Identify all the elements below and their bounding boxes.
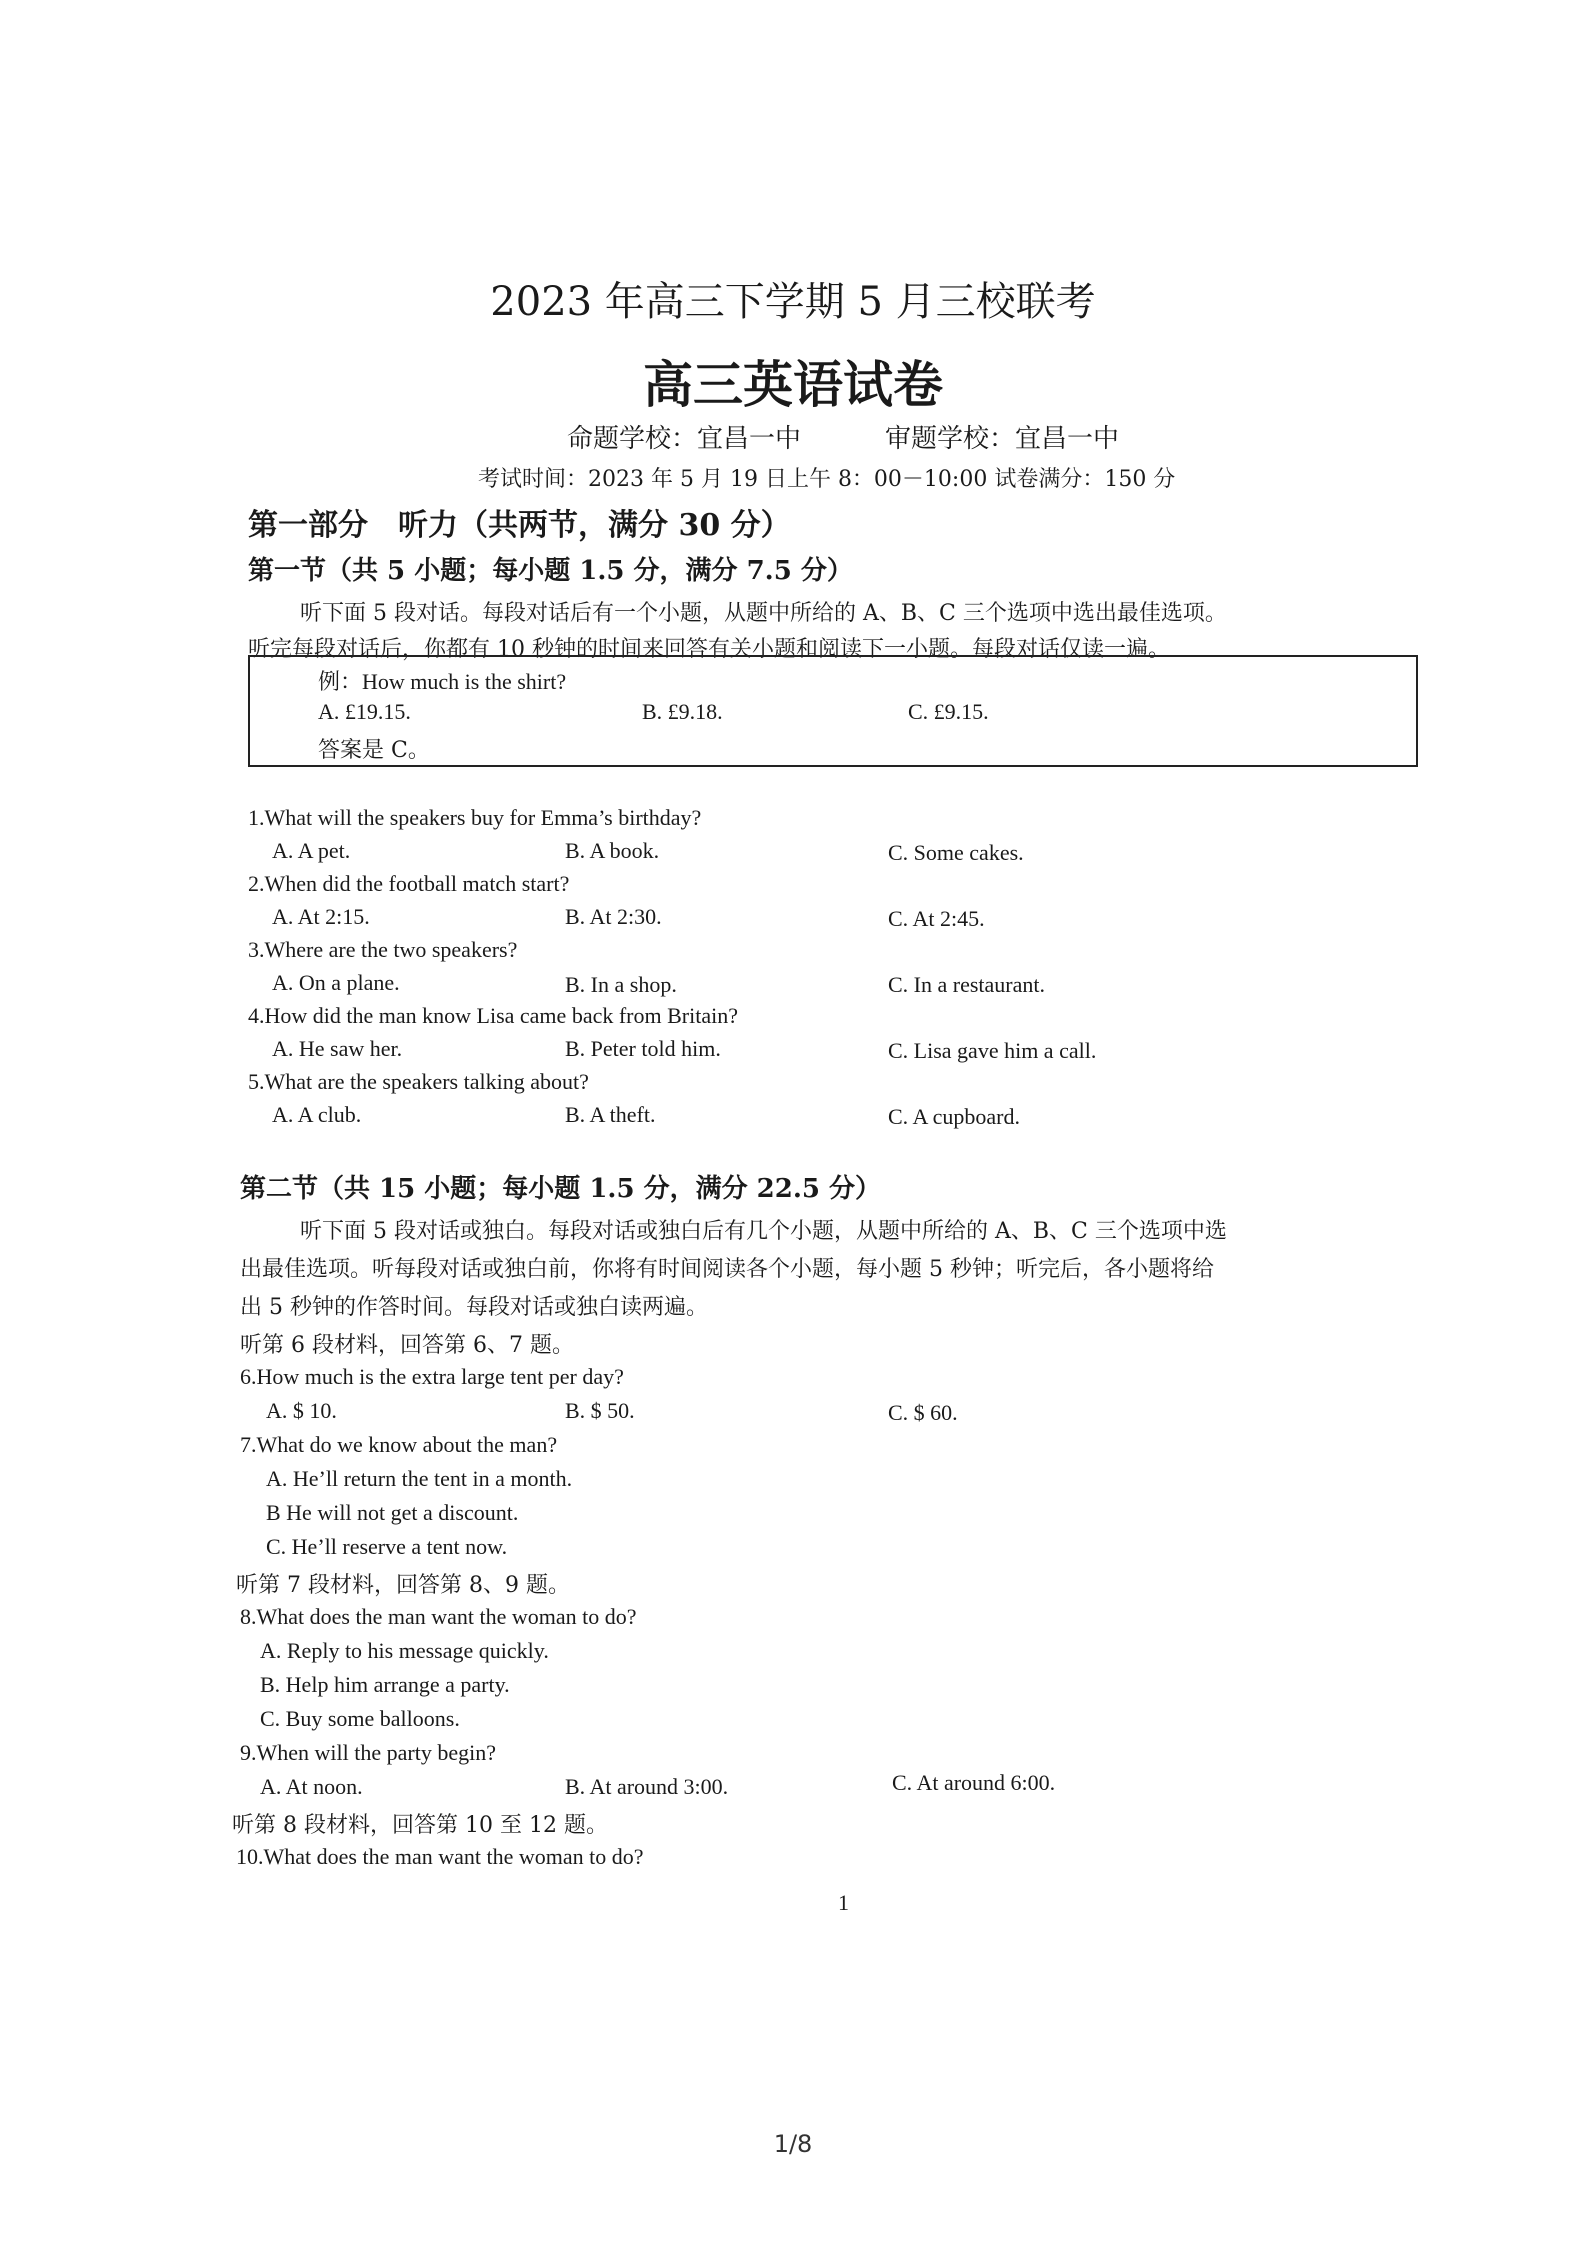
question-2-option-b: B. At 2:30. <box>565 904 662 929</box>
question-3-option-c: C. In a restaurant. <box>888 972 1045 997</box>
question-5-option-b: B. A theft. <box>565 1102 656 1127</box>
question-1: 1.What will the speakers buy for Emma’s birthday? <box>248 805 702 830</box>
question-3: 3.Where are the two speakers? <box>248 937 518 962</box>
question-8-option-c: C. Buy some balloons. <box>260 1706 460 1731</box>
question-3-option-b: B. In a shop. <box>565 972 677 997</box>
question-6: 6.How much is the extra large tent per day? <box>240 1364 624 1389</box>
section1-instructions-line1: 听下面 5 段对话。每段对话后有一个小题，从题中所给的 A、B、C 三个选项中选出最佳选项。 <box>300 601 1227 626</box>
question-8: 8.What does the man want the woman to do? <box>240 1604 637 1629</box>
reviewer-school: 审题学校：宜昌一中 <box>885 424 1120 454</box>
setter-school: 命题学校：宜昌一中 <box>567 424 802 454</box>
question-6-option-a: A. $ 10. <box>266 1398 337 1423</box>
example-option-b: B. £9.18. <box>642 699 723 724</box>
question-1-option-b: B. A book. <box>565 838 660 863</box>
question-9: 9.When will the party begin? <box>240 1740 496 1765</box>
question-4-option-c: C. Lisa gave him a call. <box>888 1038 1097 1063</box>
question-2-option-a: A. At 2:15. <box>272 904 370 929</box>
section2-instructions-line2: 出最佳选项。听每段对话或独白前，你将有时间阅读各个小题，每小题 5 秒钟；听完后，各小题将给 <box>240 1257 1214 1282</box>
exam-subtitle: 高三英语试卷 <box>643 355 943 414</box>
exam-info: 考试时间：2023 年 5 月 19 日上午 8：00－10:00 试卷满分：150 分 <box>478 467 1176 492</box>
question-4-option-b: B. Peter told him. <box>565 1036 721 1061</box>
example-answer: 答案是 C。 <box>318 738 430 763</box>
question-6-option-b: B. $ 50. <box>565 1398 635 1423</box>
question-8-option-a: A. Reply to his message quickly. <box>260 1638 549 1663</box>
example-box <box>248 655 1418 767</box>
question-7-option-b: B He will not get a discount. <box>266 1500 519 1525</box>
question-10: 10.What does the man want the woman to do? <box>236 1844 644 1869</box>
question-5-option-a: A. A club. <box>272 1102 362 1127</box>
question-7-option-c: C. He’ll reserve a tent now. <box>266 1534 508 1559</box>
section2-instructions-line3: 出 5 秒钟的作答时间。每段对话或独白读两遍。 <box>240 1295 708 1320</box>
material-7-label: 听第 7 段材料，回答第 8、9 题。 <box>236 1573 570 1598</box>
section2-heading: 第二节（共 15 小题；每小题 1.5 分，满分 22.5 分） <box>240 1174 882 1204</box>
question-4: 4.How did the man know Lisa came back from Britain? <box>248 1003 738 1028</box>
question-9-option-a: A. At noon. <box>260 1774 363 1799</box>
exam-title: 2023 年高三下学期 5 月三校联考 <box>490 279 1096 325</box>
inner-page-number: 1 <box>838 1890 849 1915</box>
example-option-a: A. £19.15. <box>318 699 411 724</box>
question-3-option-a: A. On a plane. <box>272 970 400 995</box>
question-7-option-a: A. He’ll return the tent in a month. <box>266 1466 573 1491</box>
question-2: 2.When did the football match start? <box>248 871 570 896</box>
section1-instructions-line2: 听完每段对话后，你都有 10 秒钟的时间来回答有关小题和阅读下一小题。每段对话仅读一遍。 <box>248 637 1170 662</box>
question-6-option-c: C. $ 60. <box>888 1400 958 1425</box>
question-1-option-c: C. Some cakes. <box>888 840 1024 865</box>
question-2-option-c: C. At 2:45. <box>888 906 985 931</box>
material-6-label: 听第 6 段材料，回答第 6、7 题。 <box>240 1333 574 1358</box>
question-4-option-a: A. He saw her. <box>272 1036 403 1061</box>
example-question: 例：How much is the shirt? <box>318 669 567 694</box>
page-indicator: 1/8 <box>773 2130 813 2158</box>
material-8-label: 听第 8 段材料，回答第 10 至 12 题。 <box>232 1813 608 1838</box>
section1-heading: 第一节（共 5 小题；每小题 1.5 分，满分 7.5 分） <box>248 556 853 586</box>
example-option-c: C. £9.15. <box>908 699 989 724</box>
question-8-option-b: B. Help him arrange a party. <box>260 1672 510 1697</box>
part1-heading: 第一部分 听力（共两节，满分 30 分） <box>248 508 791 543</box>
section2-instructions-line1: 听下面 5 段对话或独白。每段对话或独白后有几个小题，从题中所给的 A、B、C 三个选项中选 <box>300 1219 1227 1244</box>
question-5: 5.What are the speakers talking about? <box>248 1069 589 1094</box>
question-1-option-a: A. A pet. <box>272 838 351 863</box>
question-7: 7.What do we know about the man? <box>240 1432 558 1457</box>
question-5-option-c: C. A cupboard. <box>888 1104 1020 1129</box>
question-9-option-c: C. At around 6:00. <box>892 1770 1056 1795</box>
question-9-option-b: B. At around 3:00. <box>565 1774 729 1799</box>
